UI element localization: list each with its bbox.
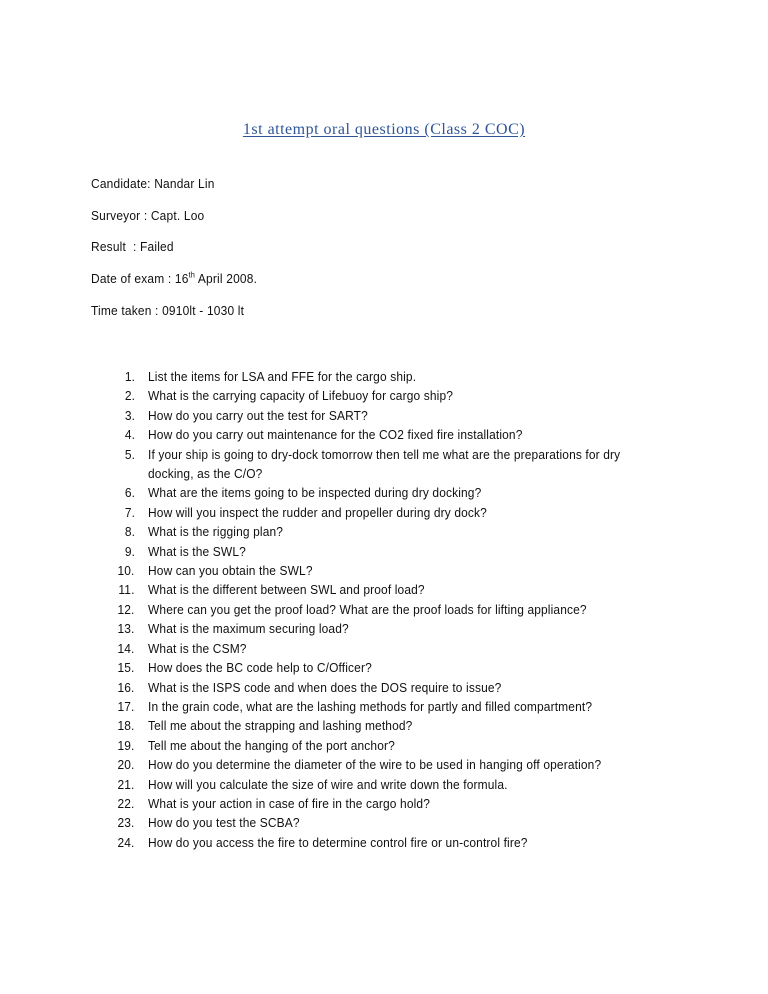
- question-number-text: 11.: [118, 582, 135, 598]
- question-item: [91, 542, 651, 561]
- question-number: [91, 425, 135, 444]
- question-text-content: How do you access the fire to determine control fire or un-control fire?: [148, 834, 528, 850]
- surveyor-line: Surveyor : Capt. Loo: [91, 208, 205, 223]
- question-item: [91, 619, 651, 638]
- question-text-content: What is the SWL?: [148, 543, 246, 559]
- question-number-text: 20.: [117, 757, 135, 773]
- question-text-content: In the grain code, what are the lashing methods for partly and filled compartment?: [148, 698, 593, 714]
- result-line: Result : Failed: [91, 239, 174, 254]
- question-number-text: 4.: [124, 427, 135, 443]
- question-text: [135, 639, 651, 658]
- question-text-content: How do you determine the diameter of the wire to be used in hanging off operation?: [148, 757, 602, 773]
- question-item: [91, 697, 651, 716]
- question-item: [91, 755, 651, 774]
- question-number: [91, 503, 135, 522]
- question-number: [91, 483, 135, 502]
- question-number-text: 16.: [117, 679, 135, 695]
- question-text: [135, 483, 651, 502]
- question-number-text: 5.: [124, 446, 135, 462]
- question-text: [135, 406, 651, 425]
- question-text: [135, 542, 651, 561]
- question-text: [135, 522, 651, 541]
- question-text: [135, 619, 651, 638]
- question-text: [135, 445, 651, 484]
- question-item: [91, 386, 651, 405]
- question-number-text: 8.: [124, 524, 135, 540]
- question-text-content: How do you test the SCBA?: [148, 815, 300, 831]
- question-item: [91, 678, 651, 697]
- question-number-text: 13.: [117, 621, 135, 637]
- question-item: [91, 658, 651, 677]
- question-item: [91, 775, 651, 794]
- question-number: [91, 697, 135, 716]
- question-number: [91, 561, 135, 580]
- question-number-text: 7.: [124, 504, 135, 520]
- question-text-content: How does the BC code help to C/Officer?: [148, 660, 372, 676]
- exam-date-line: [91, 271, 257, 286]
- question-text-content: If your ship is going to dry-dock tomorrow then tell me what are the preparations for dry docking, as the C/O?: [148, 446, 621, 482]
- question-number-text: 1.: [124, 369, 135, 384]
- question-number: [91, 794, 135, 813]
- question-text-content: What are the items going to be inspected during dry docking?: [148, 485, 482, 501]
- question-text-content: What is the different between SWL and proof load?: [148, 582, 425, 598]
- question-item: [91, 580, 651, 599]
- page-title: 1st attempt oral questions (Class 2 COC): [242, 121, 526, 138]
- question-text: [135, 755, 651, 774]
- question-text: [135, 794, 651, 813]
- question-text-content: What is the carrying capacity of Lifebuoy for cargo ship?: [148, 388, 454, 404]
- question-item: [91, 367, 651, 386]
- question-number-text: 14.: [117, 640, 135, 656]
- question-number: [91, 600, 135, 619]
- question-text: [135, 367, 651, 386]
- question-text: [135, 736, 651, 755]
- question-text: [135, 561, 651, 580]
- question-number: [91, 386, 135, 405]
- question-item: [91, 736, 651, 755]
- question-text-content: Tell me about the hanging of the port anchor?: [148, 737, 395, 753]
- question-number: [91, 542, 135, 561]
- question-item: [91, 522, 651, 541]
- question-text: [135, 580, 651, 599]
- question-text: [135, 813, 651, 832]
- question-item: [91, 600, 651, 619]
- question-text-content: How will you inspect the rudder and propeller during dry dock?: [148, 504, 487, 520]
- question-item: [91, 561, 651, 580]
- question-item: [91, 794, 651, 813]
- question-number-text: 23.: [117, 815, 135, 831]
- exam-date-suffix: April 2008.: [195, 271, 258, 286]
- question-number: [91, 833, 135, 852]
- question-number-text: 15.: [117, 660, 135, 676]
- question-number-text: 9.: [124, 543, 135, 559]
- question-number: [91, 813, 135, 832]
- question-number-text: 10.: [117, 563, 135, 579]
- question-number-text: 3.: [124, 407, 135, 423]
- question-number-text: 6.: [124, 485, 135, 501]
- question-number-text: 24.: [117, 834, 135, 850]
- question-item: [91, 639, 651, 658]
- question-item: [91, 716, 651, 735]
- candidate-line: Candidate: Nandar Lin: [91, 176, 215, 191]
- question-number-text: 17.: [117, 698, 135, 714]
- question-item: [91, 425, 651, 444]
- question-number: [91, 406, 135, 425]
- question-text: [135, 716, 651, 735]
- question-number: [91, 658, 135, 677]
- question-number-text: 19.: [117, 737, 135, 753]
- question-text: [135, 425, 651, 444]
- question-text-content: How do you carry out maintenance for the CO2 fixed fire installation?: [148, 427, 523, 443]
- question-number: [91, 580, 135, 599]
- question-item: [91, 445, 651, 484]
- question-text-content: List the items for LSA and FFE for the cargo ship.: [148, 369, 417, 384]
- question-text: [135, 386, 651, 405]
- question-text: [135, 775, 651, 794]
- question-text-content: What is the rigging plan?: [148, 524, 284, 540]
- question-text-content: How do you carry out the test for SART?: [148, 407, 368, 423]
- question-number: [91, 716, 135, 735]
- question-text: [135, 600, 651, 619]
- question-text: [135, 833, 651, 852]
- exam-date-ordinal: th: [188, 270, 196, 280]
- question-text: [135, 678, 651, 697]
- question-text-content: What is your action in case of fire in the cargo hold?: [148, 795, 431, 811]
- question-text: [135, 697, 651, 716]
- question-number: [91, 445, 135, 484]
- question-number-text: 22.: [117, 795, 135, 811]
- question-text-content: What is the CSM?: [148, 640, 247, 656]
- question-item: [91, 503, 651, 522]
- question-item: [91, 813, 651, 832]
- question-item: [91, 483, 651, 502]
- question-text: [135, 658, 651, 677]
- question-item: [91, 406, 651, 425]
- question-text: [135, 503, 651, 522]
- question-number: [91, 522, 135, 541]
- question-number-text: 18.: [117, 718, 135, 734]
- question-number-text: 2.: [124, 388, 135, 404]
- question-text-content: Tell me about the strapping and lashing method?: [148, 718, 413, 734]
- question-number-text: 12.: [117, 601, 135, 617]
- question-number: [91, 678, 135, 697]
- question-number: [91, 639, 135, 658]
- exam-date-prefix: Date of exam : 16: [91, 271, 189, 286]
- question-number: [91, 775, 135, 794]
- question-text-content: What is the maximum securing load?: [148, 621, 349, 637]
- time-taken-line: Time taken : 0910lt - 1030 lt: [91, 303, 245, 318]
- question-number: [91, 367, 135, 386]
- question-list: [91, 367, 651, 852]
- question-item: [91, 833, 651, 852]
- question-text-content: How can you obtain the SWL?: [148, 563, 313, 579]
- question-number: [91, 755, 135, 774]
- question-number: [91, 619, 135, 638]
- question-number: [91, 736, 135, 755]
- question-text-content: How will you calculate the size of wire and write down the formula.: [148, 776, 508, 792]
- question-text-content: What is the ISPS code and when does the DOS require to issue?: [148, 679, 502, 695]
- question-text-content: Where can you get the proof load? What are the proof loads for lifting appliance?: [148, 601, 587, 617]
- question-number-text: 21.: [117, 776, 135, 792]
